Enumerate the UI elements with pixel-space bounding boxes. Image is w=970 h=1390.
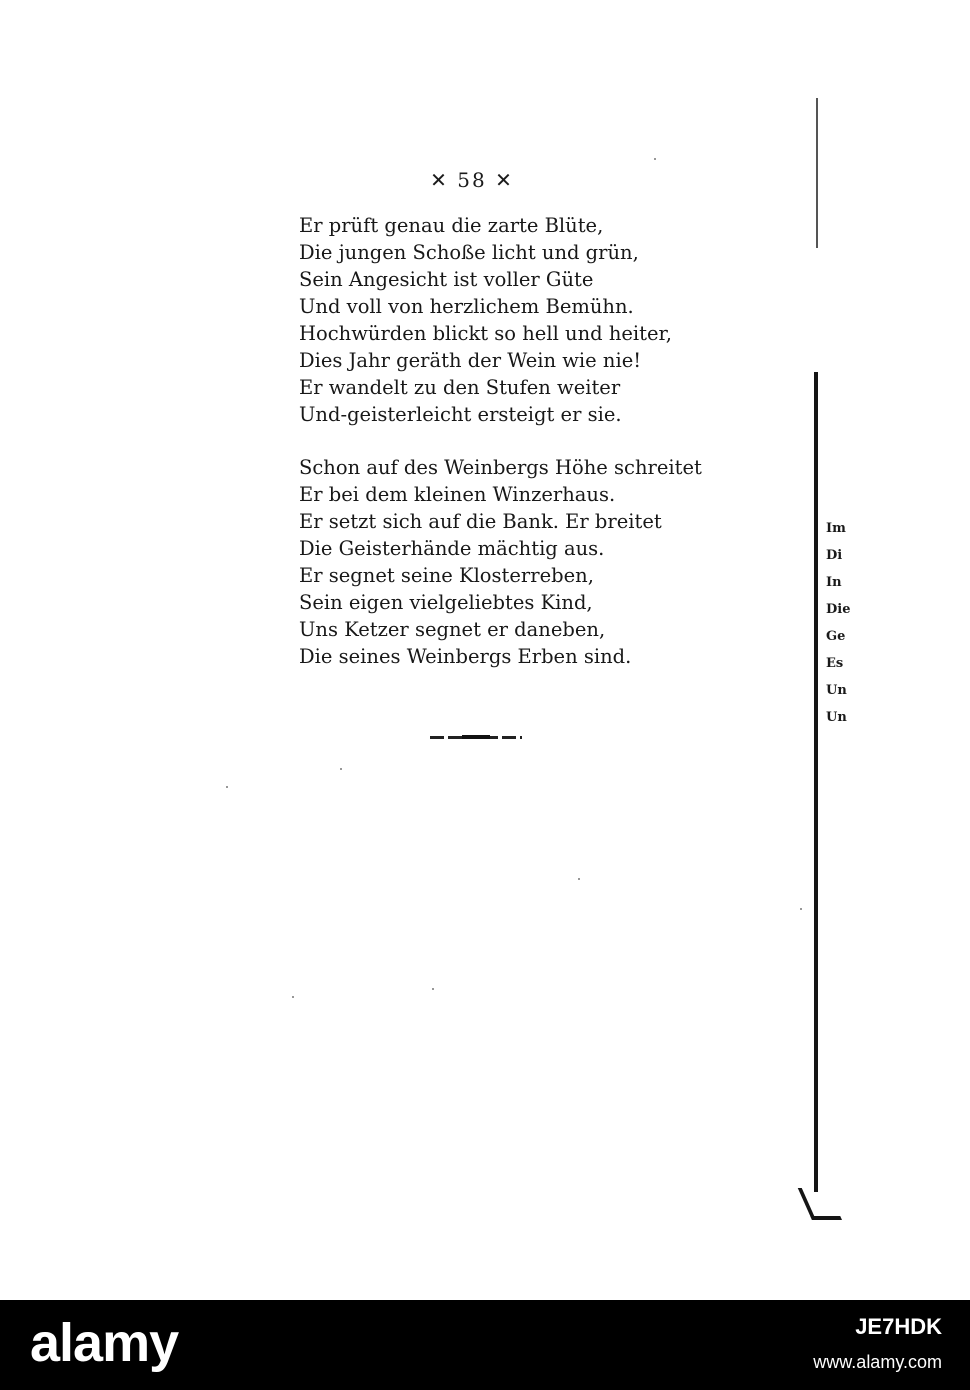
fragment-line: Un [826, 683, 847, 698]
fragment-line: Es [826, 656, 844, 671]
site-url: www.alamy.com [813, 1352, 942, 1372]
paper-speck [226, 786, 228, 788]
paper-speck [432, 988, 434, 990]
stanza-1 [299, 212, 699, 428]
poem-line: Hochwürden blickt so hell und heiter, [299, 322, 672, 345]
poem-line: Er segnet seine Klosterreben, [299, 564, 594, 587]
poem-line: Die Geisterhände mächtig aus. [299, 537, 605, 560]
paper-speck [654, 158, 656, 160]
watermark-banner [0, 1300, 970, 1390]
poem-line: Die jungen Schoße licht und grün, [299, 241, 639, 264]
paper-speck [578, 878, 580, 880]
poem-line: Uns Ketzer segnet er daneben, [299, 618, 606, 641]
poem-line: Sein Angesicht ist voller Güte [299, 268, 594, 291]
poem-line: Sein eigen vielgeliebtes Kind, [299, 591, 593, 614]
page-edge-curl [798, 1188, 842, 1220]
next-page-fragment [826, 515, 856, 731]
fragment-line: Ge [826, 629, 846, 644]
poem-line: Und-geisterleicht ersteigt er sie. [299, 403, 622, 426]
paper-speck [340, 768, 342, 770]
fragment-line: In [826, 575, 842, 590]
poem-line: Und voll von herzlichem Bemühn. [299, 295, 634, 318]
image-id: JE7HDK [855, 1314, 942, 1339]
page-edge-lower [814, 372, 818, 1192]
poem [299, 212, 702, 696]
end-ornament-center [462, 735, 490, 739]
poem-line: Er wandelt zu den Stufen weiter [299, 376, 621, 399]
paper-speck [292, 996, 294, 998]
fragment-line: Die [826, 602, 851, 617]
poem-line: Schon auf des Weinbergs Höhe schreitet [299, 456, 702, 479]
fragment-line: Im [826, 521, 846, 536]
brand-logo: alamy [30, 1313, 179, 1373]
poem-line: Er setzt sich auf die Bank. Er breitet [299, 510, 662, 533]
page-number: ✕ 58 ✕ [430, 168, 514, 192]
fragment-line: Un [826, 710, 847, 725]
fragment-line: Di [826, 548, 843, 563]
poem-line: Die seines Weinbergs Erben sind. [299, 645, 632, 668]
stanza-2 [299, 454, 702, 670]
paper-speck [800, 908, 802, 910]
poem-line: Er prüft genau die zarte Blüte, [299, 214, 604, 237]
poem-line: Er bei dem kleinen Winzerhaus. [299, 483, 616, 506]
poem-line: Dies Jahr geräth der Wein wie nie! [299, 349, 642, 372]
page-edge-upper [816, 98, 818, 248]
